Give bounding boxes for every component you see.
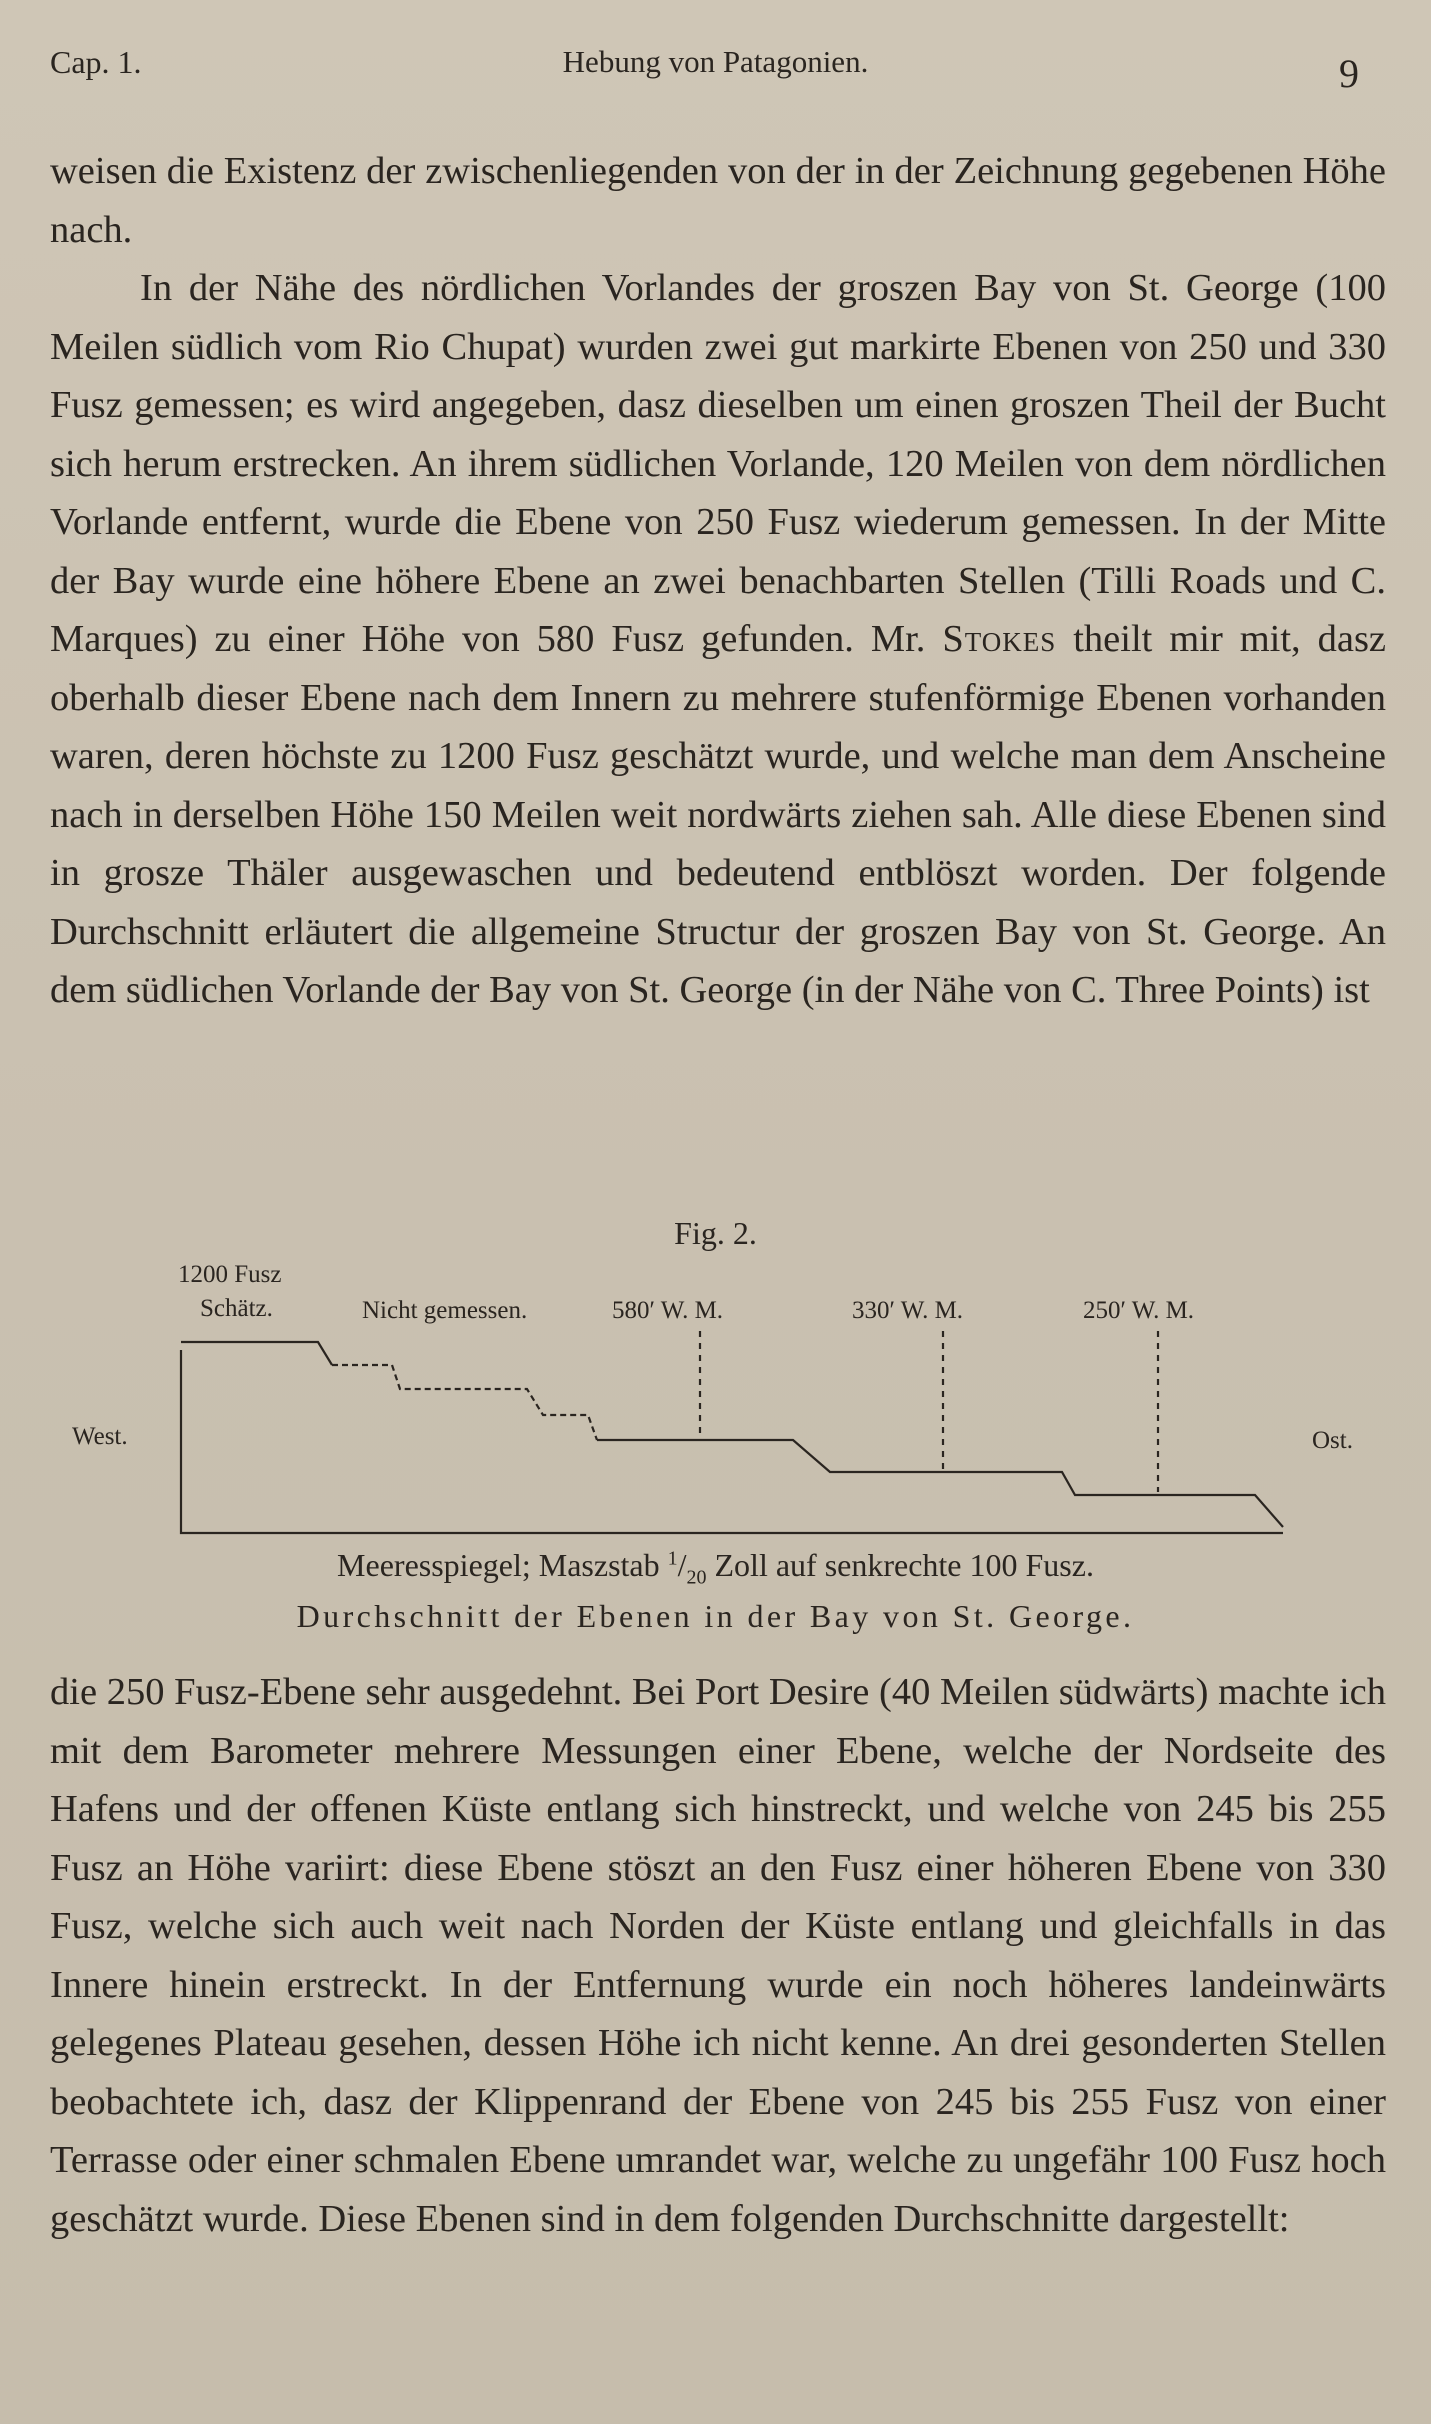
running-title: Hebung von Patagonien. [562, 44, 869, 79]
label-330: 330′ W. M. [852, 1297, 964, 1324]
upper-text-block [50, 142, 1386, 1020]
label-ost: Ost. [1312, 1427, 1353, 1454]
fraction-denominator: 20 [686, 1566, 707, 1589]
paragraph-text: theilt mir mit, dasz oberhalb dieser Ebene nach dem Innern zu mehrere stufenförmige Ebenen vorhanden waren, deren höchste zu 1200 Fusz geschätzt wurde, und welche man dem Anscheine nach in derselben Höhe 150 Meilen weit nordwärts ziehen sah. Alle diese Ebenen sind in grosze Thäler ausgewaschen und bedeutend entblöszt worden. Der folgende Durchschnitt erläutert die allgemeine Structur der groszen Bay von St. George. An dem südlichen Vorlande der Bay von St. George (in der Nähe von C. Three Points) ist [50, 618, 1387, 1011]
label-schaetz: Schätz. [200, 1295, 273, 1322]
paragraph-st-george [50, 259, 1386, 1020]
paragraph-continuation: weisen die Existenz der zwischenliegenden von der in der Zeichnung gegebenen Höhe nach. [50, 150, 1386, 251]
person-name: Stokes [942, 618, 1057, 660]
running-head [50, 44, 1381, 104]
profile-1200 [181, 1342, 332, 1365]
paragraph-text: In der Nähe des nördlichen Vorlandes der groszen Bay von St. George (100 Meilen südlich vom Rio Chupat) wurden zwei gut markirte Ebenen von 250 und 330 Fusz gemessen; es wird angegeben, dasz dieselben um einen groszen Theil der Bucht sich herum erstrecken. An ihrem südlichen Vorlande, 120 Meilen von dem nördlichen Vorlande entfernt, wurde die Ebene von 250 Fusz wiederum gemessen. In der Mitte der Bay wurde eine höhere Ebene an zwei benachbarten Stellen (Tilli Roads und C. Marques) zu einer Höhe von 580 Fusz gefunden. Mr. [50, 267, 1386, 660]
chapter-label: Cap. 1. [50, 44, 142, 80]
paragraph-port-desire: die 250 Fusz-Ebene sehr ausgedehnt. Bei Port Desire (40 Meilen südwärts) machte ich mit dem Barometer mehrere Messungen einer Ebene, welche der Nordseite des Hafens und der offenen Küste entlang sich hinstreckt, und welche von 245 bis 255 Fusz an Höhe variirt: diese Ebene stöszt an den Fusz einer höheren Ebene von 330 Fusz, welche sich auch weit nach Norden der Küste entlang und gleichfalls in das Innere hinein erstreckt. In der Entfernung wurde ein noch höheres landeinwärts gelegenes Plateau gesehen, dessen Höhe ich nicht kenne. An drei gesonderten Stellen beobachtete ich, dasz der Klippenrand der Ebene von 245 bis 255 Fusz von einer Terrasse oder einer schmalen Ebene umrandet war, welche zu ungefähr 100 Fusz hoch geschätzt wurde. Diese Ebenen sind in dem folgenden Durchschnitte dargestellt: [50, 1671, 1386, 2240]
profile-580 [597, 1440, 1283, 1527]
label-250: 250′ W. M. [1083, 1297, 1195, 1324]
profile-unmeasured [332, 1365, 597, 1440]
fraction-numerator: 1 [667, 1547, 678, 1570]
label-nicht-gemessen: Nicht gemessen. [362, 1297, 528, 1324]
lower-text-block [50, 1663, 1386, 2248]
section-outline [181, 1350, 1283, 1533]
figure-title: Fig. 2. [674, 1215, 757, 1251]
label-west: West. [72, 1423, 128, 1450]
figure-2 [0, 1215, 1431, 1655]
label-1200-fusz: 1200 Fusz [178, 1261, 282, 1288]
figure-caption: Durchschnitt der Ebenen in der Bay von St. George. [296, 1598, 1135, 1634]
label-580: 580′ W. M. [612, 1297, 724, 1324]
cross-section-diagram [0, 1215, 1431, 1545]
figure-scale-caption: Meeresspiegel; Maszstab $^1/_{20}$ Zoll auf senkrechte 100 Fusz. [337, 1547, 1094, 1589]
page-number: 9 [1339, 51, 1359, 96]
